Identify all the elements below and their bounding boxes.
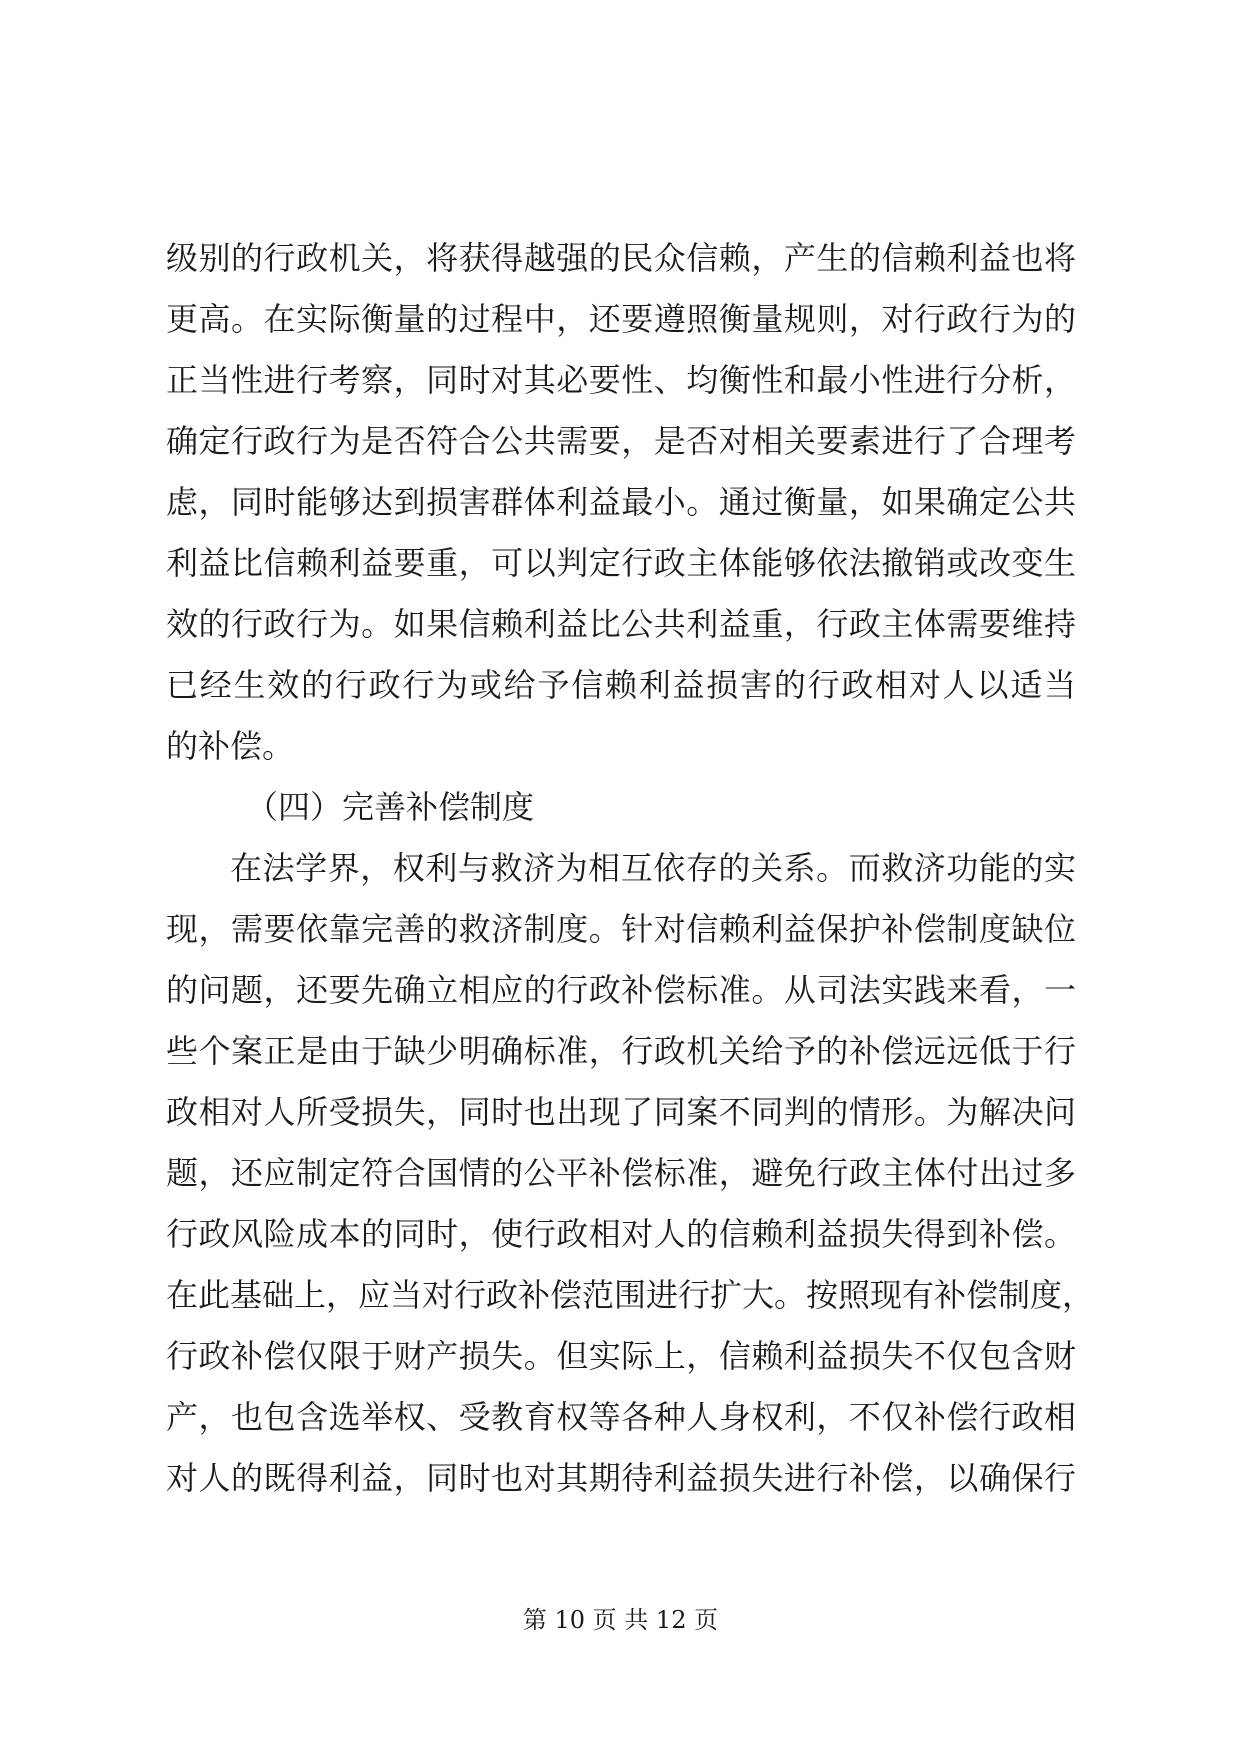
paragraph-line: 利益比信赖利益要重，可以判定行政主体能够依法撤销或改变生 <box>166 544 1076 582</box>
paragraph-line: 在法学界，权利与救济为相互依存的关系。而救济功能的实 <box>230 849 1076 887</box>
paragraph-line: 对人的既得利益，同时也对其期待利益损失进行补偿，以确保行 <box>166 1459 1076 1497</box>
paragraph-line: 虑，同时能够达到损害群体利益最小。通过衡量，如果确定公共 <box>166 483 1076 521</box>
page-number-footer: 第 10 页 共 12 页 <box>522 1606 719 1634</box>
body-text <box>166 228 1095 1509</box>
paragraph-line: 确定行政行为是否符合公共需要，是否对相关要素进行了合理考 <box>166 422 1076 460</box>
paragraph-line: 的问题，还要先确立相应的行政补偿标准。从司法实践来看，一 <box>166 971 1076 1009</box>
paragraph-line: 效的行政行为。如果信赖利益比公共利益重，行政主体需要维持 <box>166 605 1076 643</box>
paragraph-line: 的补偿。 <box>166 727 295 765</box>
paragraph-line: 在此基础上，应当对行政补偿范围进行扩大。按照现有补偿制度， <box>166 1276 1095 1314</box>
paragraph-line: 现，需要依靠完善的救济制度。针对信赖利益保护补偿制度缺位 <box>166 910 1076 948</box>
paragraph-line: 产，也包含选举权、受教育权等各种人身权利，不仅补偿行政相 <box>166 1398 1076 1436</box>
paragraph-line: 行政风险成本的同时，使行政相对人的信赖利益损失得到补偿。 <box>166 1215 1076 1253</box>
paragraph-line: 正当性进行考察，同时对其必要性、均衡性和最小性进行分析， <box>166 361 1076 399</box>
section-heading: （四）完善补偿制度 <box>246 788 535 826</box>
paragraph-line: 题，还应制定符合国情的公平补偿标准，避免行政主体付出过多 <box>166 1154 1076 1192</box>
paragraph-line: 更高。在实际衡量的过程中，还要遵照衡量规则，对行政行为的 <box>166 300 1076 338</box>
paragraph-line: 些个案正是由于缺少明确标准，行政机关给予的补偿远远低于行 <box>166 1032 1076 1070</box>
paragraph-line: 已经生效的行政行为或给予信赖利益损害的行政相对人以适当 <box>166 666 1076 704</box>
paragraph-line: 政相对人所受损失，同时也出现了同案不同判的情形。为解决问 <box>166 1093 1076 1131</box>
paragraph-line: 行政补偿仅限于财产损失。但实际上，信赖利益损失不仅包含财 <box>166 1337 1076 1375</box>
paragraph-line: 级别的行政机关，将获得越强的民众信赖，产生的信赖利益也将 <box>166 239 1076 277</box>
